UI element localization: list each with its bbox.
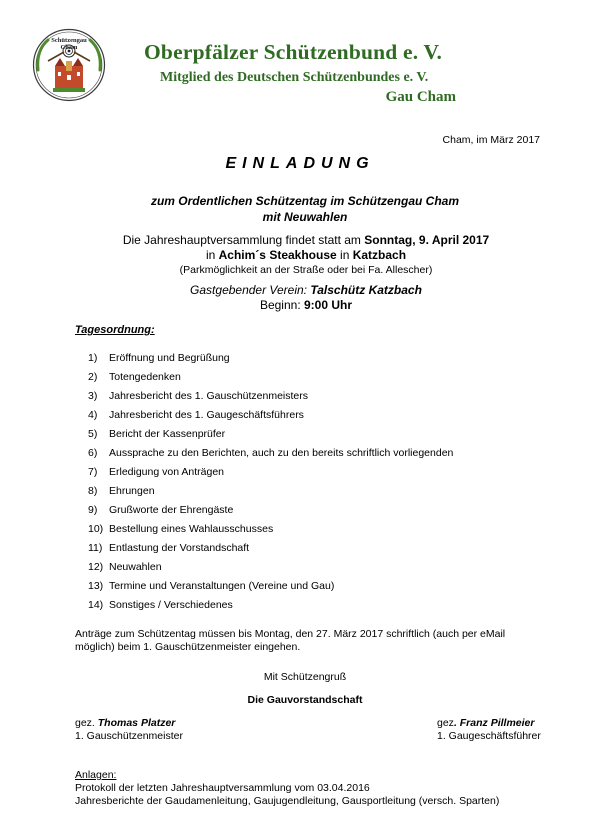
agenda-list xyxy=(88,352,453,618)
agenda-item-number: 8) xyxy=(88,485,98,497)
agenda-item-number: 10) xyxy=(88,523,104,535)
agenda-item-text: Jahresbericht des 1. Gaugeschäftsführers xyxy=(109,409,304,421)
parking-note: (Parkmöglichkeit an der Straße oder bei Fa. Allescher) xyxy=(179,264,433,276)
membership-line: Mitglied des Deutschen Schützenbundes e. V. xyxy=(160,70,429,85)
subtitle-line-2: mit Neuwahlen xyxy=(262,210,348,224)
agenda-item-text: Aussprache zu den Berichten, auch zu den bereits schriftlich vorliegenden xyxy=(109,447,454,459)
agenda-item xyxy=(88,504,453,523)
agenda-item xyxy=(88,352,453,371)
signature-left-role: 1. Gauschützenmeister xyxy=(75,730,183,742)
attachment-item: Protokoll der letzten Jahreshauptversammlung vom 03.04.2016 xyxy=(75,782,370,794)
agenda-item xyxy=(88,599,453,618)
agenda-item xyxy=(88,523,453,542)
agenda-item-number: 5) xyxy=(88,428,98,440)
attachments-label: Anlagen: xyxy=(75,769,117,781)
agenda-item xyxy=(88,371,453,390)
agenda-item-text: Totengedenken xyxy=(109,371,181,383)
agenda-item-text: Sonstiges / Verschiedenes xyxy=(109,599,233,611)
agenda-item xyxy=(88,561,453,580)
letter-date: Cham, im März 2017 xyxy=(442,134,540,146)
signature-right xyxy=(437,717,541,743)
start-label: Beginn: xyxy=(259,298,304,312)
signature-right-gez: gez xyxy=(437,717,454,729)
meeting-intro: Die Jahreshauptversammlung findet statt am xyxy=(122,233,365,247)
agenda-item xyxy=(88,409,453,428)
agenda-item-number: 3) xyxy=(88,390,98,402)
agenda-item-text: Bestellung eines Wahlausschusses xyxy=(109,523,274,535)
attachments xyxy=(75,769,499,808)
signature-right-role: 1. Gaugeschäftsführer xyxy=(437,730,541,742)
agenda-heading: Tagesordnung: xyxy=(75,324,155,336)
board-signoff: Die Gauvorstandschaft xyxy=(247,694,363,706)
agenda-item xyxy=(88,428,453,447)
venue-town: Katzbach xyxy=(352,248,407,262)
agenda-item-text: Termine und Veranstaltungen (Vereine und Gau) xyxy=(109,580,335,592)
org-name: Oberpfälzer Schützenbund e. V. xyxy=(144,40,443,64)
document-subtitle xyxy=(0,193,600,225)
signature-left-gez: gez. xyxy=(75,717,98,729)
agenda-item xyxy=(88,447,453,466)
agenda-item-text: Eröffnung und Begrüßung xyxy=(109,352,230,364)
agenda-item xyxy=(88,580,453,599)
meeting-venue-line xyxy=(0,248,600,263)
signature-left xyxy=(75,717,183,743)
agenda-item-text: Jahresbericht des 1. Gauschützenmeisters xyxy=(109,390,309,402)
agenda-item-number: 6) xyxy=(88,447,98,459)
agenda-item xyxy=(88,485,453,504)
agenda-item-number: 7) xyxy=(88,466,98,478)
signature-right-name: . Franz Pillmeier xyxy=(453,717,535,729)
agenda-item-number: 13) xyxy=(88,580,104,592)
agenda-item xyxy=(88,466,453,485)
agenda-item-text: Ehrungen xyxy=(109,485,155,497)
document-title: EINLADUNG xyxy=(225,155,375,172)
meeting-date-line xyxy=(0,233,600,248)
attachment-item: Jahresberichte der Gaudamenleitung, Gaujugendleitung, Gausportleitung (versch. Sparten) xyxy=(75,795,500,807)
motions-deadline-note: Anträge zum Schützentag müssen bis Montag, den 27. März 2017 schriftlich (auch per eMail möglich) beim 1. Gauschützenmeister eingehen. xyxy=(75,628,506,653)
agenda-item-number: 14) xyxy=(88,599,104,611)
signature-left-name: Thomas Platzer xyxy=(97,717,176,729)
agenda-item-text: Grußworte der Ehrengäste xyxy=(109,504,234,516)
agenda-item-number: 4) xyxy=(88,409,98,421)
greeting: Mit Schützengruß xyxy=(263,671,347,683)
agenda-item-number: 12) xyxy=(88,561,104,573)
agenda-item xyxy=(88,390,453,409)
meeting-date: Sonntag, 9. April 2017 xyxy=(364,233,490,247)
venue-name: Achim´s Steakhouse xyxy=(218,248,337,262)
agenda-item-text: Entlastung der Vorstandschaft xyxy=(109,542,250,554)
gau-name: Gau Cham xyxy=(385,89,456,105)
agenda-item-number: 1) xyxy=(88,352,98,364)
host-line xyxy=(0,283,600,298)
venue-mid: in xyxy=(336,248,353,262)
agenda-item-number: 2) xyxy=(88,371,98,383)
venue-prefix: in xyxy=(205,248,219,262)
host-label: Gastgebender Verein: xyxy=(190,283,311,297)
agenda-item xyxy=(88,542,453,561)
agenda-item-number: 11) xyxy=(88,542,103,554)
agenda-item-text: Neuwahlen xyxy=(109,561,162,573)
logo-lettering: Schützengau Cham xyxy=(51,37,87,51)
agenda-item-text: Bericht der Kassenprüfer xyxy=(109,428,226,440)
start-line xyxy=(0,298,600,313)
start-time: 9:00 Uhr xyxy=(304,298,353,312)
agenda-item-text: Erledigung von Anträgen xyxy=(109,466,225,478)
subtitle-line-1: zum Ordentlichen Schützentag im Schützengau Cham xyxy=(150,194,460,208)
host-club: Talschütz Katzbach xyxy=(310,283,422,297)
agenda-item-number: 9) xyxy=(88,504,98,516)
